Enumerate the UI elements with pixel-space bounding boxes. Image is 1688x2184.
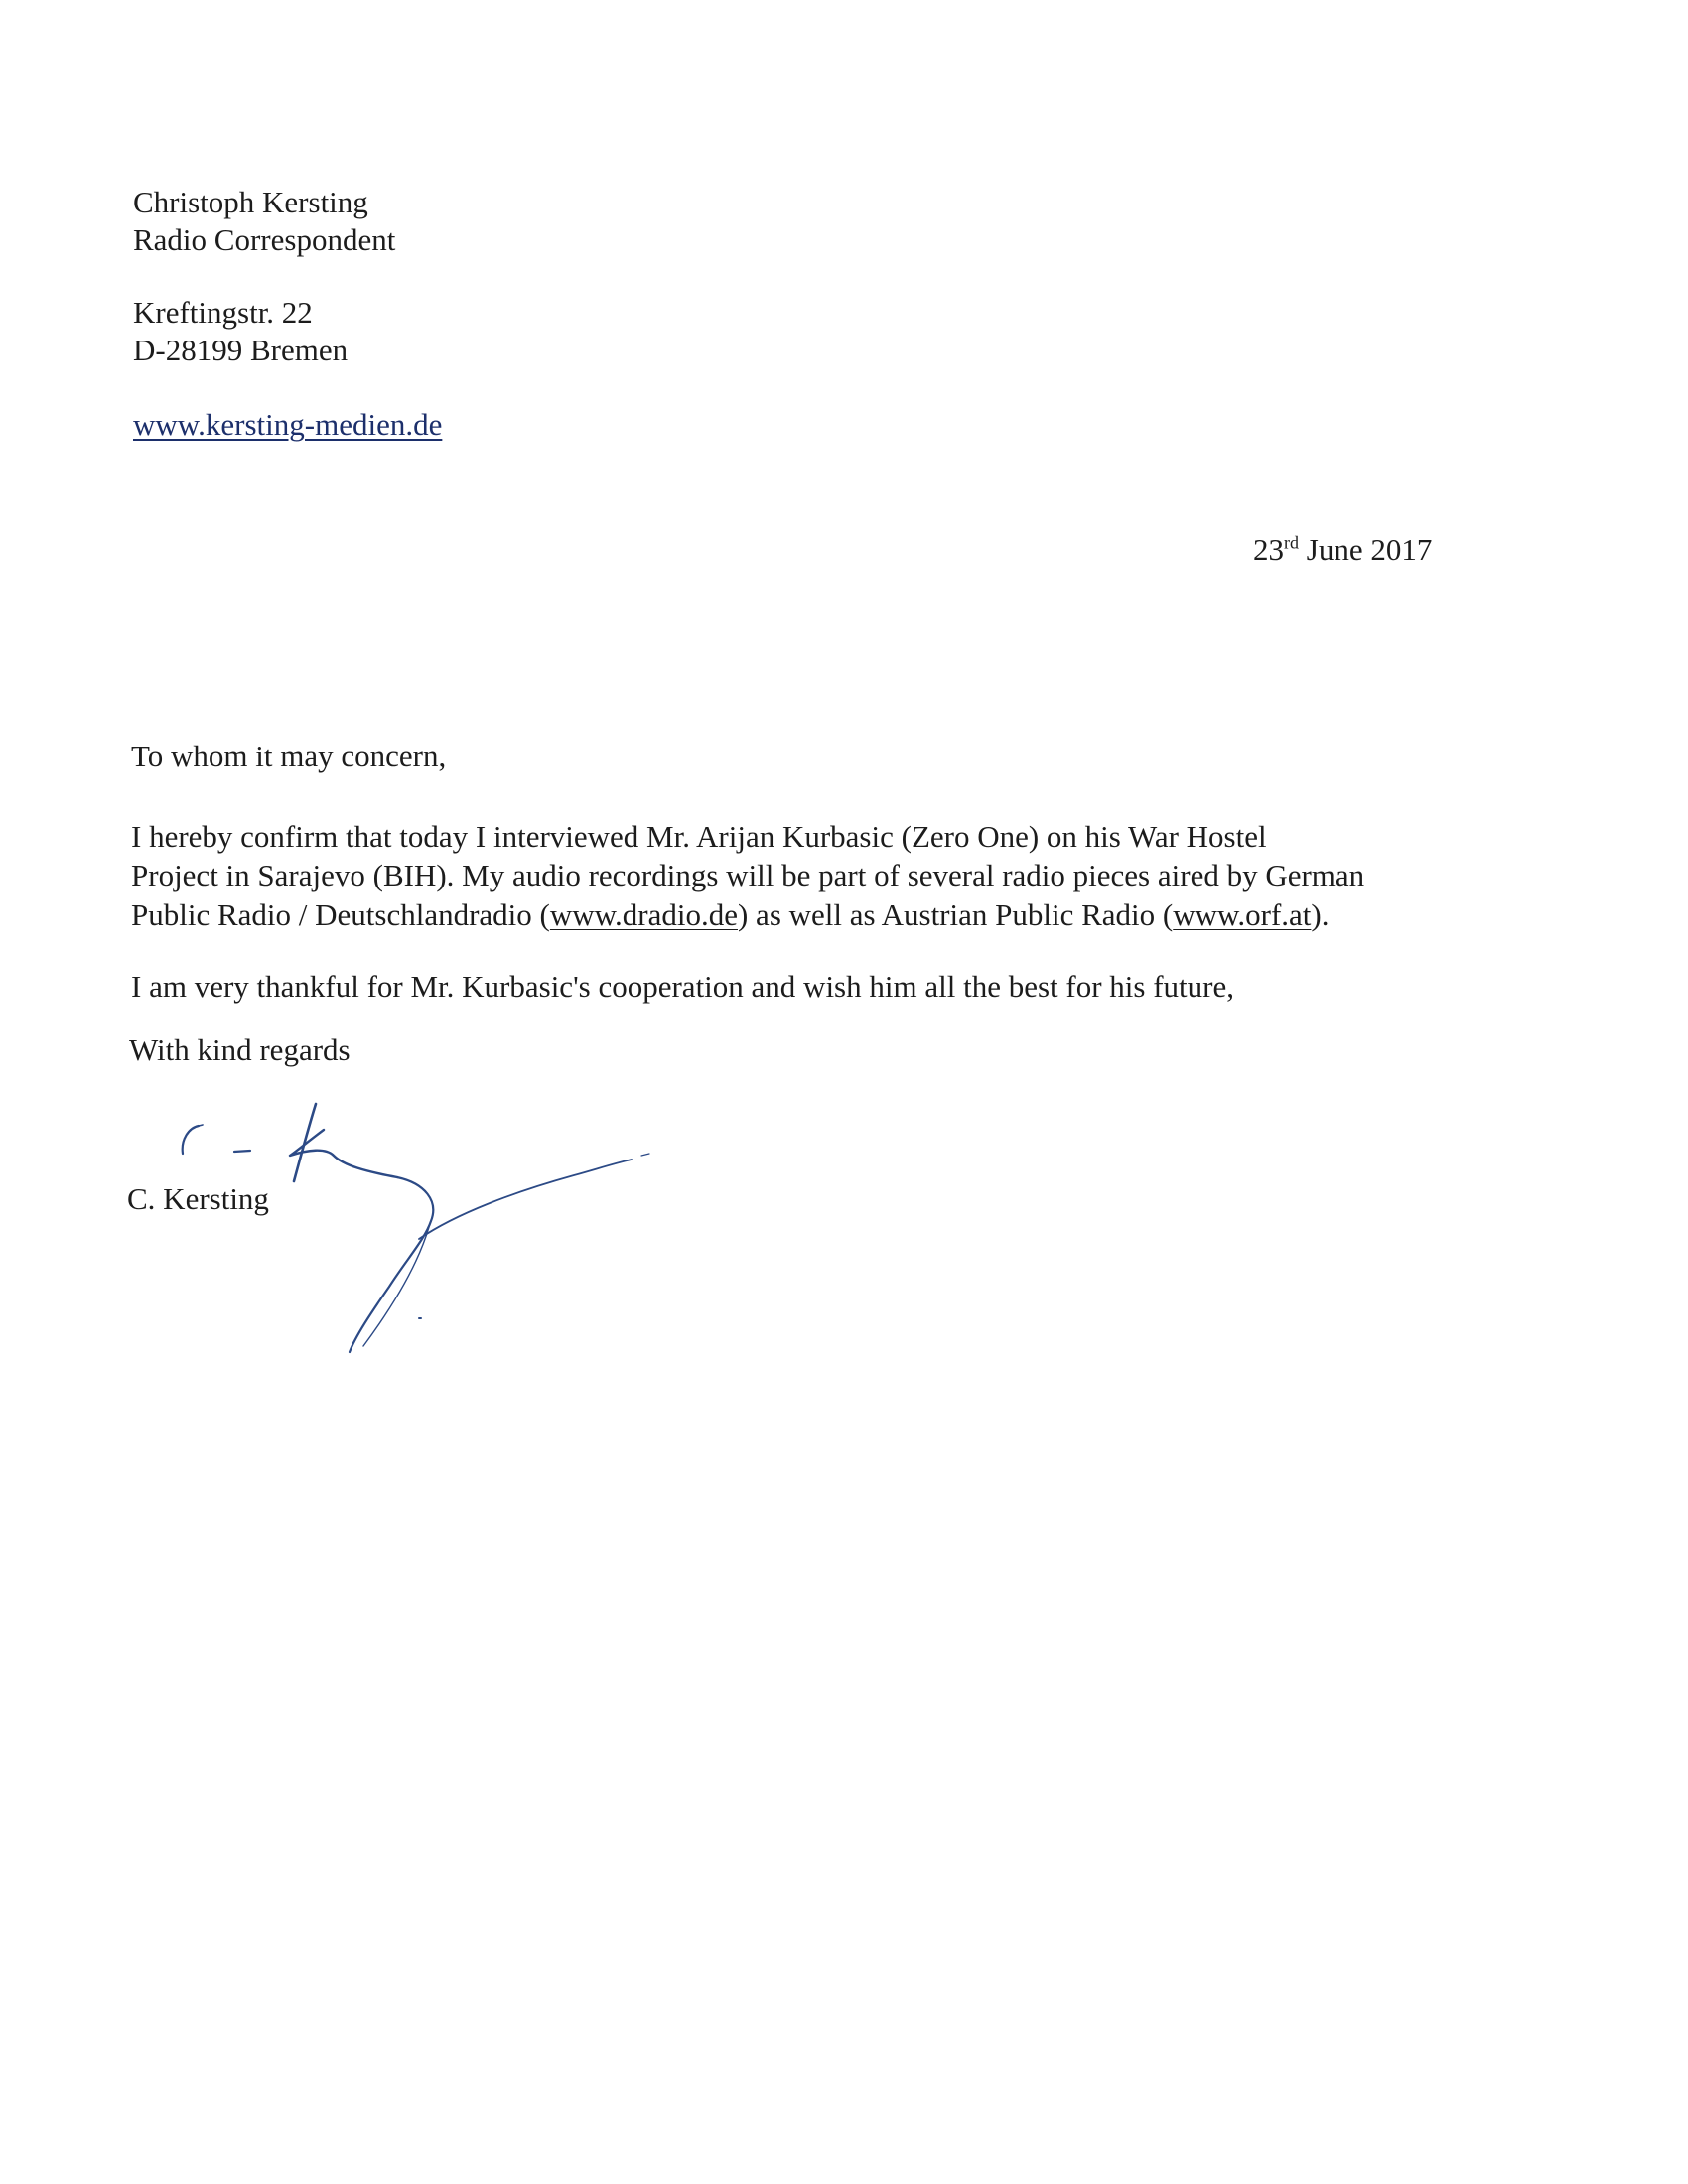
- sender-website-line: [133, 407, 442, 443]
- letter-date: [1253, 532, 1432, 568]
- date-day: 23: [1253, 532, 1284, 567]
- orf-link[interactable]: www.orf.at: [1173, 897, 1312, 932]
- sender-city: D-28199 Bremen: [133, 333, 349, 367]
- paragraph-1-line-3-middle: ) as well as Austrian Public Radio (: [737, 897, 1174, 932]
- paragraph-1-line-3-start: Public Radio / Deutschlandradio (: [131, 897, 550, 932]
- dradio-link[interactable]: www.dradio.de: [549, 897, 738, 932]
- salutation: To whom it may concern,: [131, 739, 447, 773]
- date-rest: June 2017: [1299, 532, 1433, 567]
- closing: With kind regards: [129, 1032, 351, 1067]
- paragraph-1-line-2: Project in Sarajevo (BIH). My audio recordings will be part of several radio pieces aired by German: [131, 858, 1365, 892]
- sender-website-link[interactable]: www.kersting-medien.de: [133, 407, 443, 442]
- date-suffix: rd: [1284, 532, 1299, 553]
- sender-street: Kreftingstr. 22: [133, 295, 313, 330]
- paragraph-2: I am very thankful for Mr. Kurbasic's cooperation and wish him all the best for his future,: [131, 969, 1234, 1004]
- paragraph-1-line-3-end: ).: [1311, 897, 1330, 932]
- paragraph-1-line-3: [131, 897, 1329, 933]
- handwritten-signature: [159, 1092, 774, 1370]
- signatory-name: C. Kersting: [127, 1181, 269, 1216]
- paragraph-1-line-1: I hereby confirm that today I interviewed Mr. Arijan Kurbasic (Zero One) on his War Hostel: [131, 819, 1267, 854]
- sender-name: Christoph Kersting: [133, 185, 368, 219]
- sender-title: Radio Correspondent: [133, 222, 396, 257]
